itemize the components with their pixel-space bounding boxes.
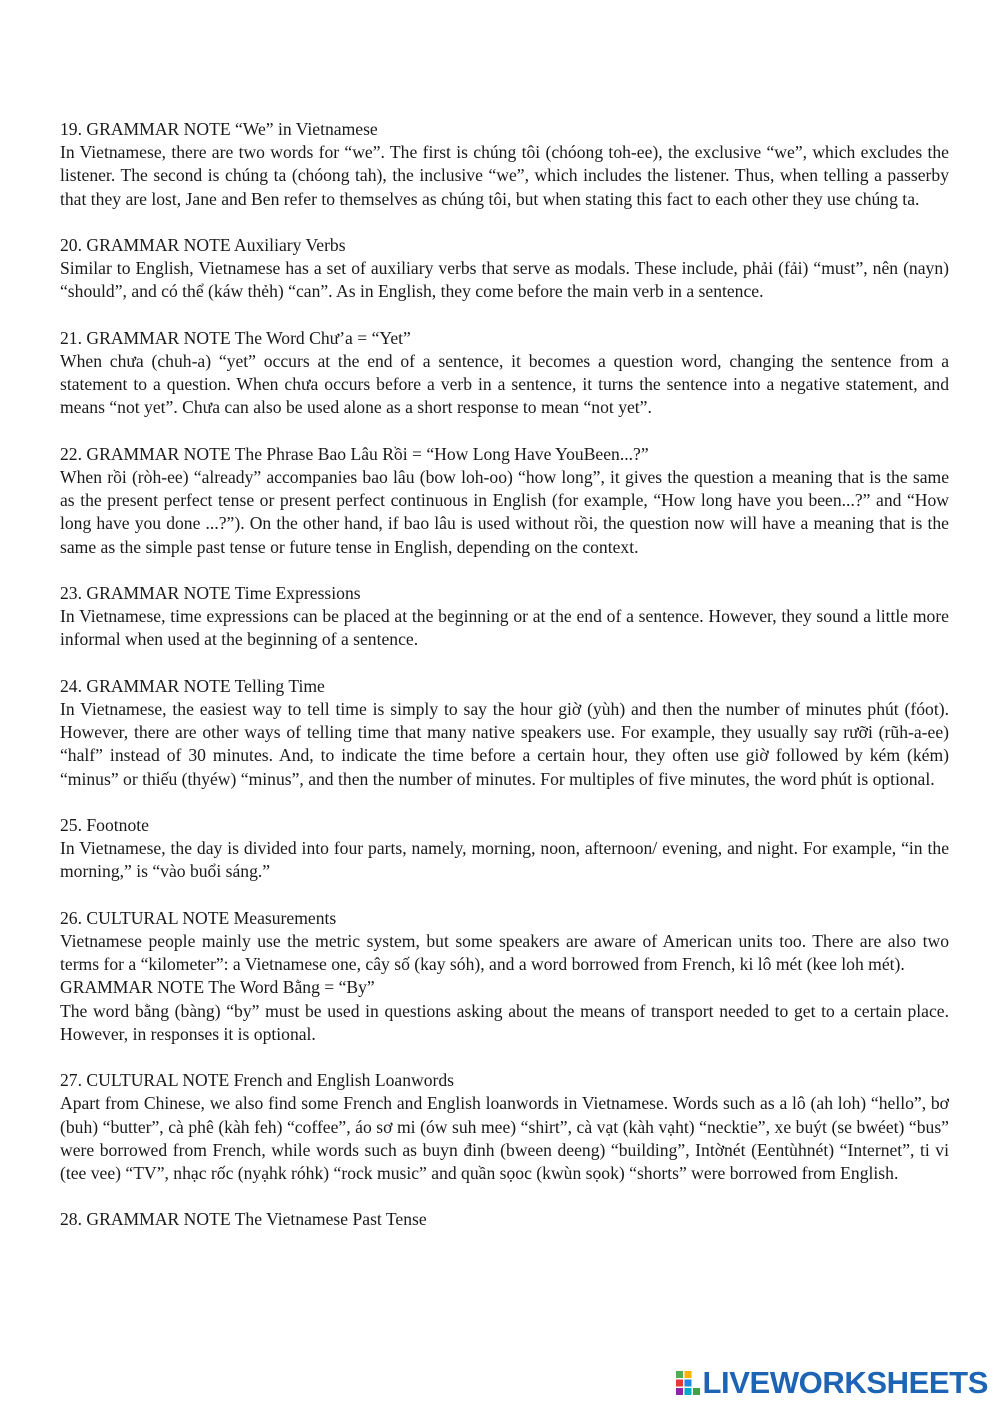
note-body: When rồi (ròh-ee) “already” accompanies bao lâu (bow loh-oo) “how long”, it gives the question a meaning that is the same as the present perfect tense or present perfect continuous in English (for example, “How long have you been...?” and “How long have you done ...?”). On the other hand, if bao lâu is used without rồi, the question now will have a meaning that is the same as the simple past tense or future tense in English, depending on the context. [60, 467, 949, 557]
logo-text: LIVEWORKSHEETS [702, 1365, 988, 1400]
note-body: In Vietnamese, time expressions can be placed at the beginning or at the end of a sentence. However, they sound a little more informal when used at the beginning of a sentence. [60, 606, 949, 650]
note-heading: 24. GRAMMAR NOTE Telling Time [60, 675, 325, 696]
note-body: When chưa (chuh-a) “yet” occurs at the end of a sentence, it becomes a question word, changing the sentence from a statement to a question. When chưa occurs before a verb in a sentence, it turns the sentence into a negative statement, and means “not yet”. Chưa can also be used alone as a short response to mean “not yet”. [60, 351, 949, 418]
note-28-heading: 28. GRAMMAR NOTE The Vietnamese Past Tense [60, 1209, 427, 1230]
note-25 [60, 814, 949, 884]
note-body: Apart from Chinese, we also find some French and English loanwords in Vietnamese. Words such as a lô (ah loh) “hello”, bơ (buh) “butter”, cà phê (kàh feh) “coffee”, áo sơ mi (ów suh mee) “shirt”, cà vạt (kàh vạht) “necktie”, xe buýt (se bwéet) “bus” were borrowed from French, while words such as buyn đinh (bween deeng) “building”, Intờnét (Eentùhnét) “Internet”, ti vi (tee vee) “TV”, nhạc rốc (nyạhk róhk) “rock music” and quần sọoc (kwùn sọok) “shorts” were borrowed from English. [60, 1093, 949, 1184]
note-21 [60, 327, 949, 420]
note-22 [60, 443, 949, 559]
note-body: Vietnamese people mainly use the metric system, but some speakers are aware of American units too. There are also two terms for a “kilometer”: a Vietnamese one, cây số (kay sóh), and a word borrowed from French, ki lô mét (kee loh mét). [60, 931, 949, 975]
note-heading: 23. GRAMMAR NOTE Time Expressions [60, 583, 361, 603]
note-heading: 20. GRAMMAR NOTE Auxiliary Verbs [60, 235, 346, 255]
note-heading: GRAMMAR NOTE The Word Bằng = “By” [60, 977, 375, 998]
note-19 [60, 118, 949, 211]
note-body: In Vietnamese, the easiest way to tell time is simply to say the hour giờ (yùh) and then the number of minutes phút (fóot). However, there are other ways of telling time that many native speakers use. For example, they usually say rưỡi (rũh-a-ee) “half” instead of 30 minutes. And, to indicate the time before a certain hour, they often use giờ followed by kém (kém) “minus” or thiếu (thyéw) “minus”, and then the number of minutes. For multiples of five minutes, the word phút is optional. [60, 699, 949, 789]
note-26 [60, 907, 949, 977]
note-body: The word bằng (bàng) “by” must be used in questions asking about the means of transport needed to get to a certain place. However, in responses it is optional. [60, 1000, 949, 1044]
note-23 [60, 582, 949, 652]
note-heading: 27. CULTURAL NOTE French and English Loanwords [60, 1070, 455, 1091]
note-26-grammar [60, 976, 949, 1046]
note-heading: 22. GRAMMAR NOTE The Phrase Bao Lâu Rồi = “How Long Have YouBeen...?” [60, 443, 649, 464]
note-heading: 19. GRAMMAR NOTE “We” in Vietnamese [60, 119, 378, 139]
note-body: Similar to English, Vietnamese has a set of auxiliary verbs that serve as modals. These include, phải (fải) “must”, nên (nayn) “should”, and có thể (káw thẻh) “can”. As in English, they come before the main verb in a sentence. [60, 258, 949, 302]
liveworksheets-logo [675, 1366, 988, 1400]
note-27 [60, 1069, 949, 1185]
note-20 [60, 234, 949, 304]
note-body: In Vietnamese, there are two words for “we”. The first is chúng tôi (chóong toh-ee), the exclusive “we”, which excludes the listener. The second is chúng ta (chóong tah), the inclusive “we”, which includes the listener. Thus, when telling a passerby that they are lost, Jane and Ben refer to themselves as chúng tôi, but when stating this fact to each other they use chúng ta. [60, 142, 949, 209]
document-page [60, 118, 949, 1232]
note-24 [60, 675, 949, 791]
liveworksheets-logo-icon [675, 1370, 701, 1396]
note-heading: 25. Footnote [60, 815, 149, 835]
note-heading: 21. GRAMMAR NOTE The Word Chư’a = “Yet” [60, 327, 411, 348]
note-heading: 26. CULTURAL NOTE Measurements [60, 907, 337, 928]
note-body: In Vietnamese, the day is divided into four parts, namely, morning, noon, afternoon/ evening, and night. For example, “in the morning,” is “vào buổi sáng.” [60, 838, 949, 882]
